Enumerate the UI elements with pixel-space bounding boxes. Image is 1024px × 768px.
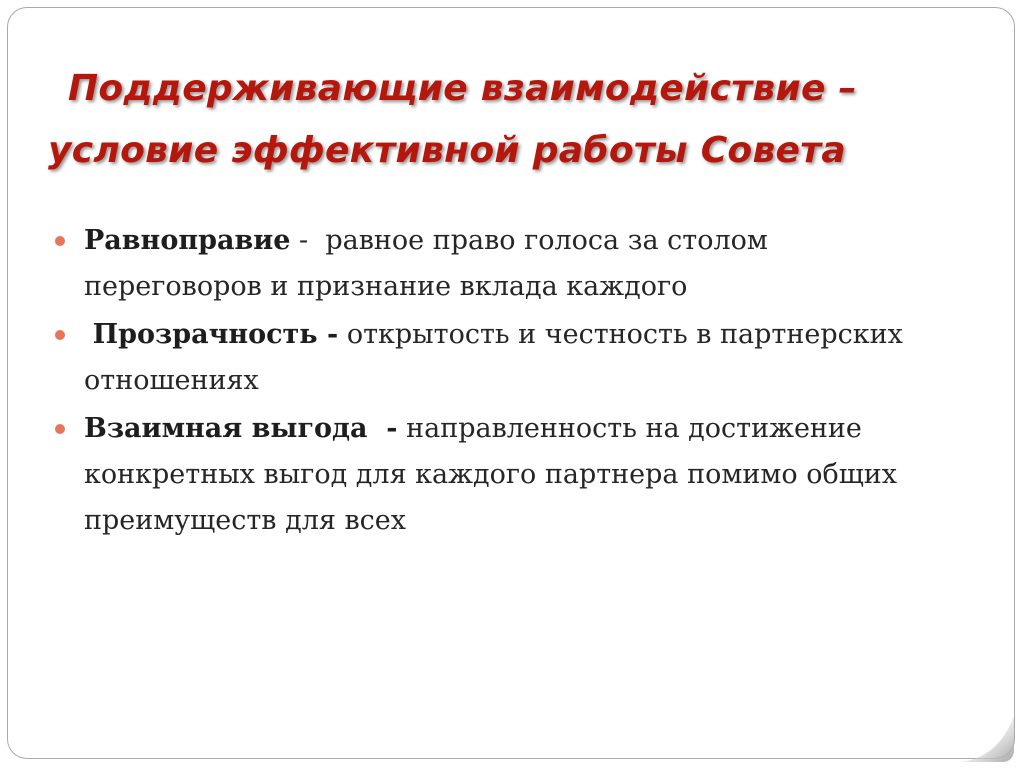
- title-line-2: условие эффективной работы Совета: [48, 130, 847, 171]
- bullet-separator: [398, 413, 407, 444]
- bullet-lead-space: [84, 319, 93, 350]
- bullet-separator: [338, 319, 347, 350]
- bullet-term: Взаимная выгода -: [84, 413, 398, 444]
- slide-title: [48, 58, 988, 182]
- bullet-dot-icon: [55, 330, 65, 340]
- bullet-term: Прозрачность -: [92, 319, 339, 350]
- bullet-dot-icon: [55, 236, 65, 246]
- bullet-dot-icon: [55, 424, 65, 434]
- bullet-separator: -: [290, 225, 317, 256]
- bullet-description: равное право голоса за столом переговоров и признание вклада каждого: [84, 225, 777, 302]
- bullet-item-equality: [52, 218, 952, 310]
- bullet-item-mutual-benefit: [52, 406, 952, 544]
- page-curl-shadow: [958, 712, 1018, 764]
- bullet-description: открытость и честность в партнерских отношениях: [84, 319, 912, 396]
- bullet-item-transparency: [52, 312, 952, 404]
- bullet-description: направленность на достижение конкретных выгод для каждого партнера помимо общих преимуществ для всех: [84, 413, 906, 536]
- title-line-1: Поддерживающие взаимодействие –: [68, 68, 857, 109]
- bullet-term: Равноправие: [84, 225, 291, 256]
- bullet-list: [52, 218, 952, 546]
